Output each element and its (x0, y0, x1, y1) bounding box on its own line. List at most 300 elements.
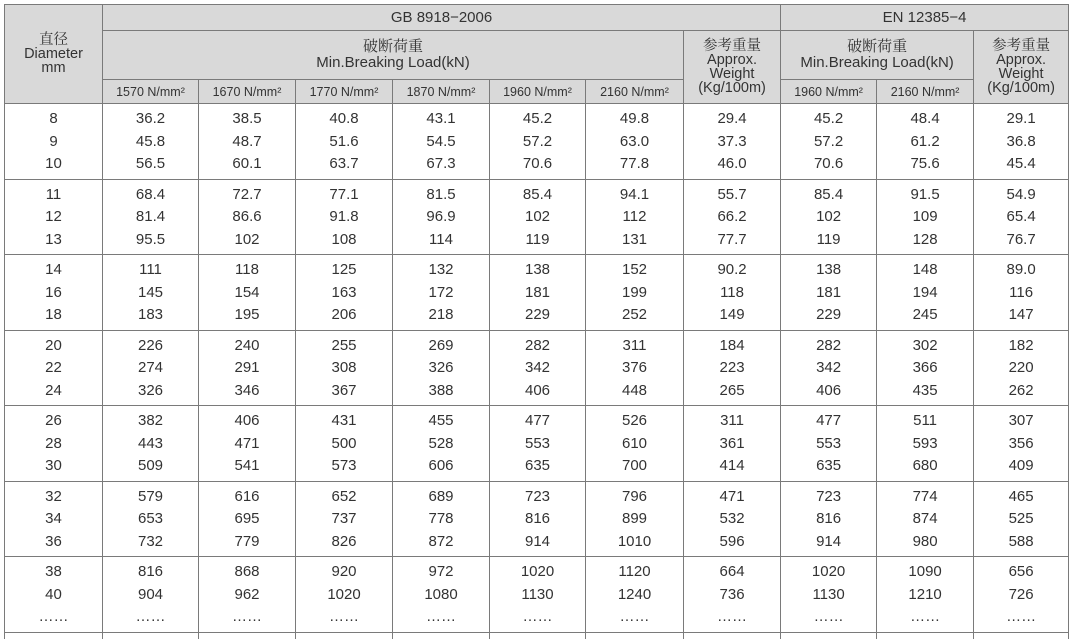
gb-weight-header (684, 31, 781, 104)
table-value: 45.2 (522, 110, 553, 127)
table-value: 147 (1008, 306, 1034, 323)
diameter-value: 8 (49, 110, 58, 127)
table-value: 700 (621, 457, 648, 474)
en-mbl-en: Min.Breaking Load(kN) (800, 54, 954, 71)
table-value: 55.7 (717, 185, 747, 203)
table-value: 579 (137, 487, 164, 505)
value-cell (490, 330, 586, 406)
value-cell (199, 104, 296, 180)
table-value: 56.5 (135, 155, 166, 172)
value-cell (781, 557, 877, 633)
table-value: 102 (234, 230, 260, 248)
table-value: 532 (719, 510, 745, 527)
table-value: 723 (524, 487, 551, 505)
table-value: 311 (720, 412, 744, 429)
table-value: 182 (1008, 336, 1034, 354)
value-cell (199, 406, 296, 482)
table-value: 526 (621, 412, 648, 429)
table-value: 471 (234, 434, 260, 452)
table-value: 102 (816, 208, 842, 225)
value-cell (877, 406, 974, 482)
value-cell (393, 104, 490, 180)
table-value: 240 (234, 336, 260, 354)
table-value: …… (522, 608, 553, 625)
gb-mbl-header (103, 31, 684, 80)
table-value: 70.6 (813, 155, 844, 172)
table-value: 118 (235, 261, 259, 278)
table-value: 36.8 (1006, 132, 1036, 150)
en-grade-2160: 2160 N/mm² (877, 80, 974, 104)
diameter-cell (5, 255, 103, 331)
table-value: 181 (816, 283, 842, 301)
value-cell (199, 557, 296, 633)
value-cell (974, 104, 1069, 180)
table-value: 194 (912, 283, 938, 301)
table-row-group (5, 255, 1069, 331)
value-cell (393, 255, 490, 331)
table-value: 269 (428, 336, 454, 354)
table-row-group (5, 330, 1069, 406)
table-value: 29.1 (1006, 110, 1036, 127)
table-body (5, 104, 1069, 639)
en-grade-1960: 1960 N/mm² (781, 80, 877, 104)
table-value: 89.0 (1006, 261, 1036, 278)
value-cell (877, 179, 974, 255)
table-value: 95.5 (135, 230, 166, 248)
diameter-value: 24 (45, 381, 62, 399)
table-value: 163 (331, 283, 357, 301)
table-value: 414 (719, 457, 745, 474)
table-value: 282 (816, 336, 842, 354)
diameter-en: Diameter (24, 46, 83, 62)
gb-weight-zh: 参考重量 (703, 38, 762, 54)
table-value: 51.6 (329, 132, 359, 150)
table-value: 361 (719, 434, 745, 452)
table-value: 48.4 (910, 110, 940, 127)
table-value: 36.2 (135, 110, 166, 127)
table-value: 199 (621, 283, 648, 301)
value-cell (684, 406, 781, 482)
table-value: 477 (816, 412, 842, 429)
table-value: 138 (816, 261, 842, 278)
value-cell (103, 104, 199, 180)
table-value: 1020 (520, 563, 555, 580)
value-cell (781, 255, 877, 331)
en-weight-zh: 参考重量 (992, 38, 1051, 54)
table-value: 1240 (617, 585, 652, 603)
table-row-group (5, 406, 1069, 482)
value-cell (199, 179, 296, 255)
table-value: 125 (331, 261, 357, 278)
value-cell (490, 406, 586, 482)
value-cell (296, 557, 393, 633)
table-value: 291 (234, 359, 260, 376)
gb-weight-en2: Weight (709, 66, 755, 82)
value-cell (877, 104, 974, 180)
table-value: 184 (719, 336, 745, 354)
table-value: 455 (428, 412, 454, 429)
table-value: 76.7 (1006, 230, 1036, 248)
table-value: 63.7 (329, 155, 359, 172)
value-cell (586, 104, 684, 180)
table-value: 81.4 (135, 208, 166, 225)
value-cell (490, 557, 586, 633)
table-value: 1010 (617, 532, 652, 550)
table-value: …… (1006, 608, 1037, 625)
diameter-value: 38 (45, 563, 62, 580)
table-value: 980 (912, 532, 938, 550)
value-cell (103, 330, 199, 406)
diameter-cell (5, 481, 103, 557)
table-row-group (5, 104, 1069, 180)
value-cell (393, 481, 490, 557)
table-value: 195 (234, 306, 260, 323)
value-cell (296, 481, 393, 557)
table-value: …… (717, 608, 748, 625)
table-value: 40.8 (329, 110, 359, 127)
value-cell (781, 481, 877, 557)
table-value: 60.1 (232, 155, 262, 172)
value-cell (781, 406, 877, 482)
value-cell (877, 330, 974, 406)
table-value: 816 (137, 563, 164, 580)
table-value: 346 (234, 381, 260, 399)
diameter-value: 13 (45, 230, 62, 248)
table-value: 431 (331, 412, 357, 429)
table-value: 1210 (908, 585, 942, 603)
table-value: 723 (816, 487, 842, 505)
table-value: 86.6 (232, 208, 262, 225)
value-cell (490, 481, 586, 557)
table-value: 49.8 (619, 110, 650, 127)
table-value: 252 (621, 306, 648, 323)
value-cell (684, 179, 781, 255)
table-value: 311 (622, 336, 647, 354)
table-value: 181 (524, 283, 551, 301)
table-value: 114 (429, 230, 453, 248)
table-value: …… (232, 608, 262, 625)
table-value: 465 (1008, 487, 1034, 505)
value-cell (103, 406, 199, 482)
continuation-cell (684, 632, 781, 639)
table-value: 54.5 (426, 132, 456, 150)
en-weight-unit: (Kg/100m) (987, 80, 1055, 96)
en-mbl-header (781, 31, 974, 80)
value-cell (684, 481, 781, 557)
table-value: 262 (1008, 381, 1034, 399)
table-value: 1130 (521, 585, 554, 603)
value-cell (974, 406, 1069, 482)
table-value: 736 (719, 585, 745, 603)
table-value: 172 (428, 283, 454, 301)
table-value: 435 (912, 381, 938, 399)
table-value: 94.1 (619, 185, 650, 203)
table-value: 689 (428, 487, 454, 505)
diameter-value: 28 (45, 434, 62, 452)
value-cell (974, 179, 1069, 255)
table-value: 388 (428, 381, 454, 399)
value-cell (586, 481, 684, 557)
table-value: 652 (331, 487, 357, 505)
value-cell (877, 557, 974, 633)
table-value: 737 (331, 510, 357, 527)
table-value: …… (135, 608, 166, 625)
value-cell (974, 481, 1069, 557)
table-value: 131 (621, 230, 648, 248)
table-value: 37.3 (717, 132, 747, 150)
table-value: 409 (1008, 457, 1034, 474)
table-value: 145 (137, 283, 164, 301)
table-value: 70.6 (522, 155, 553, 172)
table-value: 1130 (812, 585, 845, 603)
value-cell (490, 179, 586, 255)
value-cell (490, 104, 586, 180)
table-row-group (5, 179, 1069, 255)
gb-grade-1770: 1770 N/mm² (296, 80, 393, 104)
value-cell (393, 330, 490, 406)
diameter-cell (5, 557, 103, 633)
diameter-unit: mm (41, 60, 66, 76)
table-value: 816 (524, 510, 551, 527)
table-value: 596 (719, 532, 745, 550)
table-value: 67.3 (426, 155, 456, 172)
gb-grade-1570: 1570 N/mm² (103, 80, 199, 104)
table-value: 91.8 (329, 208, 359, 225)
value-cell (296, 179, 393, 255)
table-value: 57.2 (522, 132, 553, 150)
table-value: 500 (331, 434, 357, 452)
table-value: 282 (524, 336, 551, 354)
table-value: 606 (428, 457, 454, 474)
table-value: 972 (428, 563, 454, 580)
table-value: 726 (1008, 585, 1034, 603)
continuation-cell (5, 632, 103, 639)
diameter-value: 18 (45, 306, 62, 323)
diameter-cell (5, 406, 103, 482)
diameter-value: 22 (45, 359, 62, 376)
table-value: 779 (234, 532, 260, 550)
table-value: 914 (816, 532, 842, 550)
table-value: 46.0 (717, 155, 747, 172)
table-value: 680 (912, 457, 938, 474)
diameter-value: 20 (45, 336, 62, 354)
gb-mbl-en: Min.Breaking Load(kN) (316, 54, 470, 71)
table-value: 108 (331, 230, 357, 248)
table-value: 66.2 (717, 208, 747, 225)
table-value: 899 (621, 510, 648, 527)
table-value: 593 (912, 434, 938, 452)
table-value: 57.2 (813, 132, 844, 150)
value-cell (877, 255, 974, 331)
table-value: 302 (912, 336, 938, 354)
table-value: 635 (524, 457, 551, 474)
table-value: …… (813, 608, 844, 625)
diameter-value: 34 (45, 510, 62, 527)
table-value: 326 (137, 381, 164, 399)
diameter-value: 30 (45, 457, 62, 474)
table-value: 183 (137, 306, 164, 323)
table-value: 132 (428, 261, 454, 278)
table-value: 342 (524, 359, 551, 376)
table-value: …… (910, 608, 941, 625)
table-value: 112 (622, 208, 647, 225)
table-value: 342 (816, 359, 842, 376)
table-value: 553 (816, 434, 842, 452)
en-mbl-zh: 破断荷重 (847, 38, 908, 55)
table-value: 111 (139, 261, 162, 278)
table-value: 206 (331, 306, 357, 323)
table-value: 77.1 (329, 185, 359, 203)
table-value: 796 (621, 487, 648, 505)
table-value: 43.1 (426, 110, 456, 127)
gb-grade-1960: 1960 N/mm² (490, 80, 586, 104)
value-cell (199, 255, 296, 331)
table-value: 816 (816, 510, 842, 527)
table-value: 471 (719, 487, 745, 505)
value-cell (586, 330, 684, 406)
diameter-value: 16 (45, 283, 62, 301)
diameter-header (5, 5, 103, 104)
table-value: 541 (234, 457, 260, 474)
value-cell (684, 330, 781, 406)
table-value: 96.9 (426, 208, 456, 225)
diameter-value: 32 (45, 487, 62, 505)
table-value: 91.5 (910, 185, 940, 203)
value-cell (974, 330, 1069, 406)
table-value: 509 (137, 457, 164, 474)
table-value: 85.4 (813, 185, 844, 203)
table-value: 90.2 (717, 261, 747, 278)
table-value: 119 (525, 230, 550, 248)
wire-rope-spec-table (4, 4, 1069, 639)
value-cell (393, 557, 490, 633)
table-value: 220 (1008, 359, 1034, 376)
gb-standard-header: GB 8918−2006 (103, 5, 781, 31)
table-value: 226 (137, 336, 164, 354)
value-cell (974, 255, 1069, 331)
table-value: 119 (816, 230, 841, 248)
table-value: 525 (1008, 510, 1034, 527)
table-value: 102 (524, 208, 551, 225)
en-standard-header: EN 12385−4 (781, 5, 1069, 31)
table-value: 573 (331, 457, 357, 474)
diameter-value: 9 (49, 132, 58, 150)
continuation-cell (490, 632, 586, 639)
value-cell (586, 179, 684, 255)
table-value: 695 (234, 510, 260, 527)
table-value: 77.7 (717, 230, 747, 248)
value-cell (103, 255, 199, 331)
table-value: 61.2 (910, 132, 940, 150)
table-value: 77.8 (619, 155, 650, 172)
table-value: 63.0 (619, 132, 650, 150)
table-value: …… (619, 608, 650, 625)
table-value: 118 (720, 283, 744, 301)
table-value: 826 (331, 532, 357, 550)
diameter-cell (5, 179, 103, 255)
value-cell (296, 406, 393, 482)
table-value: 48.7 (232, 132, 262, 150)
table-value: 308 (331, 359, 357, 376)
table-value: 653 (137, 510, 164, 527)
diameter-value: 26 (45, 412, 62, 429)
table-value: 149 (719, 306, 745, 323)
table-value: 274 (137, 359, 164, 376)
gb-mbl-zh: 破断荷重 (362, 38, 423, 55)
table-value: 778 (428, 510, 454, 527)
table-value: 528 (428, 434, 454, 452)
table-value: 904 (137, 585, 164, 603)
value-cell (586, 255, 684, 331)
value-cell (103, 557, 199, 633)
table-value: 874 (912, 510, 938, 527)
diameter-value: …… (38, 608, 69, 625)
diameter-value: 36 (45, 532, 62, 550)
value-cell (199, 330, 296, 406)
continuation-cell (877, 632, 974, 639)
en-weight-header (974, 31, 1069, 104)
table-value: 356 (1008, 434, 1034, 452)
diameter-value: 14 (45, 261, 62, 278)
table-value: 128 (912, 230, 938, 248)
table-value: 732 (137, 532, 164, 550)
value-cell (296, 104, 393, 180)
gb-weight-unit: (Kg/100m) (698, 80, 766, 96)
value-cell (684, 255, 781, 331)
table-value: 588 (1008, 532, 1034, 550)
table-value: 138 (524, 261, 551, 278)
table-value: 152 (621, 261, 648, 278)
value-cell (103, 481, 199, 557)
table-value: 326 (428, 359, 454, 376)
table-value: 406 (816, 381, 842, 399)
table-value: 38.5 (232, 110, 262, 127)
table-value: 75.6 (910, 155, 940, 172)
continuation-cell (296, 632, 393, 639)
table-value: 448 (621, 381, 648, 399)
table-value: 223 (719, 359, 745, 376)
value-cell (393, 179, 490, 255)
table-value: 366 (912, 359, 938, 376)
en-weight-en2: Weight (998, 66, 1044, 82)
gb-grade-2160: 2160 N/mm² (586, 80, 684, 104)
table-value: 81.5 (426, 185, 456, 203)
value-cell (781, 179, 877, 255)
table-value: 406 (234, 412, 260, 429)
value-cell (490, 255, 586, 331)
table-value: 635 (816, 457, 842, 474)
table-value: 616 (234, 487, 260, 505)
table-value: 443 (137, 434, 164, 452)
table-value: 382 (137, 412, 164, 429)
diameter-value: 10 (45, 155, 62, 172)
table-value: …… (329, 608, 359, 625)
table-value: 307 (1008, 412, 1034, 429)
table-value: 553 (524, 434, 551, 452)
table-value: 872 (428, 532, 454, 550)
table-value: 774 (912, 487, 938, 505)
diameter-cell (5, 104, 103, 180)
table-value: 406 (524, 381, 551, 399)
table-value: 229 (524, 306, 551, 323)
table-value: 1090 (908, 563, 942, 580)
en-weight-en1: Approx. (996, 52, 1047, 68)
diameter-value: 11 (45, 185, 62, 203)
continuation-cell (586, 632, 684, 639)
gb-weight-en1: Approx. (707, 52, 758, 68)
table-value: 1080 (424, 585, 458, 603)
table-value: 45.4 (1006, 155, 1036, 172)
